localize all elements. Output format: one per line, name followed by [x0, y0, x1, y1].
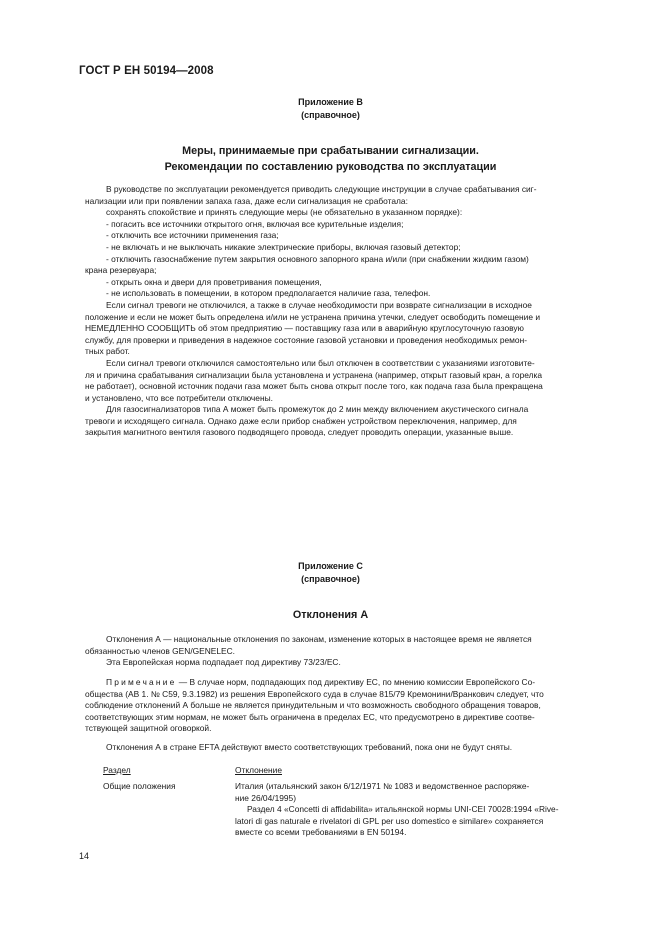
text-line: крана резервуара;: [85, 265, 157, 276]
annex-c-title: Отклонения А: [292, 609, 369, 621]
text-line: сохранять спокойствие и принять следующие меры (не обязательно в указанном порядке):: [106, 207, 463, 218]
text-line: - не использовать в помещении, в котором предполагается наличие газа, телефон.: [106, 288, 431, 299]
text-line: - отключить все источники применения газа;: [106, 230, 279, 241]
annex-c-kind: (справочное): [301, 574, 360, 584]
annex-b-title-line1: Меры, принимаемые при срабатывании сигнализации.: [182, 145, 479, 157]
text-line: тных работ.: [85, 346, 130, 357]
annex-c-intro: [85, 634, 614, 669]
document-header: ГОСТ Р ЕН 50194—2008: [79, 65, 214, 77]
annex-b-title-line2: Рекомендации по составлению руководства по эксплуатации: [164, 161, 497, 173]
text-line: Если сигнал тревоги не отключился, а также в случае необходимости при возврате сигнализации в исходное: [106, 299, 532, 310]
text-line: закрытия магнитного вентиля газового подводящего провода, следует проводить операции, указанные выше.: [85, 427, 514, 438]
page-number: 14: [79, 851, 90, 861]
note-label: Примечание: [106, 677, 177, 687]
text-line: не работает), основной источник подачи газа может быть снова открыт после того, как подача газа была прекращена: [85, 381, 543, 392]
text-line: ля и причина срабатывания сигнализации была установлена и устранена (например, открыт газовый кран, а горелка: [85, 369, 543, 380]
annex-b-body: [85, 184, 614, 439]
annex-c-label: Приложение С: [298, 561, 363, 571]
text-line: нализации или при появлении запаха газа, даже если сигнализация не сработала:: [85, 195, 408, 206]
annex-b-kind: (справочное): [301, 110, 360, 120]
text-line: [85, 677, 614, 689]
text-line: - открыть окна и двери для проветривания помещения,: [106, 276, 322, 287]
text-line: - отключить газоснабжение путем закрытия основного запорного крана и/или (при снабжении жидким газом): [106, 253, 529, 264]
text-line: вместе со всеми требованиями в EN 50194.: [235, 827, 407, 838]
text-line: Италия (итальянский закон 6/12/1971 № 1083 и ведомственное распоряже-: [235, 781, 530, 791]
text-line: соответствующих этим нормам, не может быть ограничена в пределах ЕС, что предусмотрено в директиве соотве-: [85, 711, 535, 722]
text-line: Эта Европейская норма подпадает под директиву 73/23/ЕС.: [106, 657, 341, 668]
text-line: обязанностью членов GEN/GENELEC.: [85, 645, 236, 656]
text-line: - погасить все источники открытого огня, включая все курительные изделия;: [106, 218, 404, 229]
table-col1-header: Раздел: [103, 765, 131, 775]
text-line: НЕМЕДЛЕННО СООБЩИТЬ об этом предприятию — поставщику газа или в аварийную круглосуточную газовую: [85, 323, 524, 334]
text-line: Если сигнал тревоги отключился самостоятельно или был отключен в соответствии с указаниями изготовите-: [106, 357, 535, 368]
text-line: Раздел 4 «Concetti di affidabilita» итальянской нормы UNI-CEI 70028:1994 «Rive-: [247, 804, 559, 815]
text-line: общества (АВ 1. № С59, 9.3.1982) из решения Европейского суда в случае 815/79 Кремонини/Вранкович следует, что: [85, 688, 544, 699]
table-row-section: Общие положения: [103, 781, 176, 791]
text-line: - не включать и не выключать никакие электрические приборы, включая газовый детектор;: [106, 241, 461, 252]
annex-c-note: [85, 677, 614, 735]
text-line: соблюдение отклонений А больше не является принудительным и что возможность свободного обращения товаров,: [85, 700, 541, 711]
text-line: и установлено, что все потребители отключены.: [85, 392, 273, 403]
text-line: положение и если не может быть определена и/или не устранена причина утечки, следует освободить помещение и: [85, 311, 541, 322]
note-text: — В случае норм, подпадающих под директиву ЕС, по мнению комиссии Европейского Со-: [176, 677, 536, 687]
annex-c-efta: [85, 742, 614, 754]
table-row-deviation: [235, 781, 607, 839]
text-line: Отклонения А в стране EFTA действуют вместо соответствующих требований, пока они не будут сняты.: [106, 742, 513, 752]
table-col2-header: Отклонение: [235, 765, 282, 775]
text-line: тствующей защитной оговоркой.: [85, 723, 212, 734]
text-line: Отклонения А — национальные отклонения по законам, изменение которых в настоящее время не является: [106, 634, 532, 644]
text-line: службу, для проверки и приведения в надежное состояние газовой установки и проведения необходимых ремон-: [85, 334, 527, 345]
text-line: latori di gas naturale e rivelatori di GPL per uso domestico e similare» сохраняется: [235, 815, 544, 826]
text-line: тревоги и исходящего сигнала. Однако даже если прибор снабжен устройством переключения, например, для: [85, 415, 517, 426]
text-line: ние 26/04/1995): [235, 792, 296, 803]
text-line: В руководстве по эксплуатации рекомендуется приводить следующие инструкции в случае срабатывания сиг-: [106, 184, 537, 194]
text-line: Для газосигнализаторов типа А может быть промежуток до 2 мин между включением акустического сигнала: [106, 404, 529, 415]
annex-b-label: Приложение В: [298, 97, 363, 107]
